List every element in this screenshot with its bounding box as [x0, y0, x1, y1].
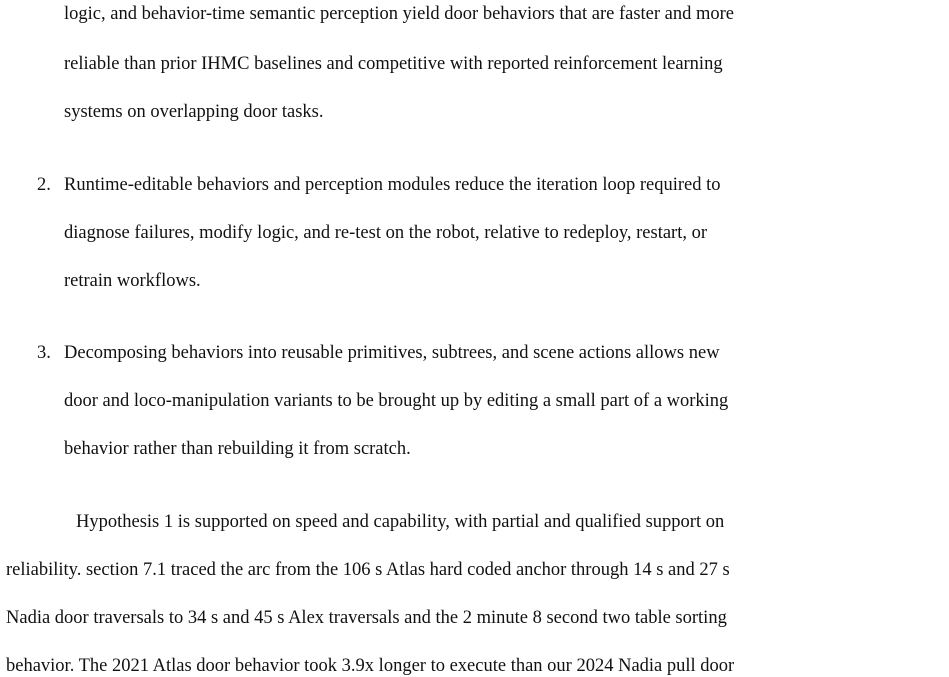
item-3-line-3: behavior rather than rebuilding it from scratch. — [64, 439, 411, 459]
item-2-line-3: retrain workflows. — [64, 271, 201, 291]
item-3-line-2: door and loco-manipulation variants to be brought up by editing a small part of a working — [64, 391, 729, 411]
item-1-line-1: logic, and behavior-time semantic perception yield door behaviors that are faster and more — [64, 4, 735, 24]
item-2-line-2: diagnose failures, modify logic, and re-test on the robot, relative to redeploy, restart, or — [64, 223, 708, 243]
item-1-line-2: reliable than prior IHMC baselines and competitive with reported reinforcement learning — [64, 54, 723, 74]
paragraph-line-1: Hypothesis 1 is supported on speed and capability, with partial and qualified support on — [76, 512, 725, 532]
item-2-line-1: Runtime-editable behaviors and perception modules reduce the iteration loop required to — [64, 175, 721, 195]
paragraph-line-2: reliability. section 7.1 traced the arc from the 106 s Atlas hard coded anchor through 14 s and 27 s — [6, 560, 730, 580]
item-1-line-3: systems on overlapping door tasks. — [64, 102, 324, 122]
paragraph-line-3: Nadia door traversals to 34 s and 45 s Alex traversals and the 2 minute 8 second two table sorting — [6, 608, 727, 628]
list-number-2: 2. — [37, 175, 51, 195]
paragraph-line-4: behavior. The 2021 Atlas door behavior took 3.9x longer to execute than our 2024 Nadia pull door — [6, 656, 735, 676]
item-3-line-1: Decomposing behaviors into reusable primitives, subtrees, and scene actions allows new — [64, 343, 720, 363]
list-number-3: 3. — [37, 343, 51, 363]
